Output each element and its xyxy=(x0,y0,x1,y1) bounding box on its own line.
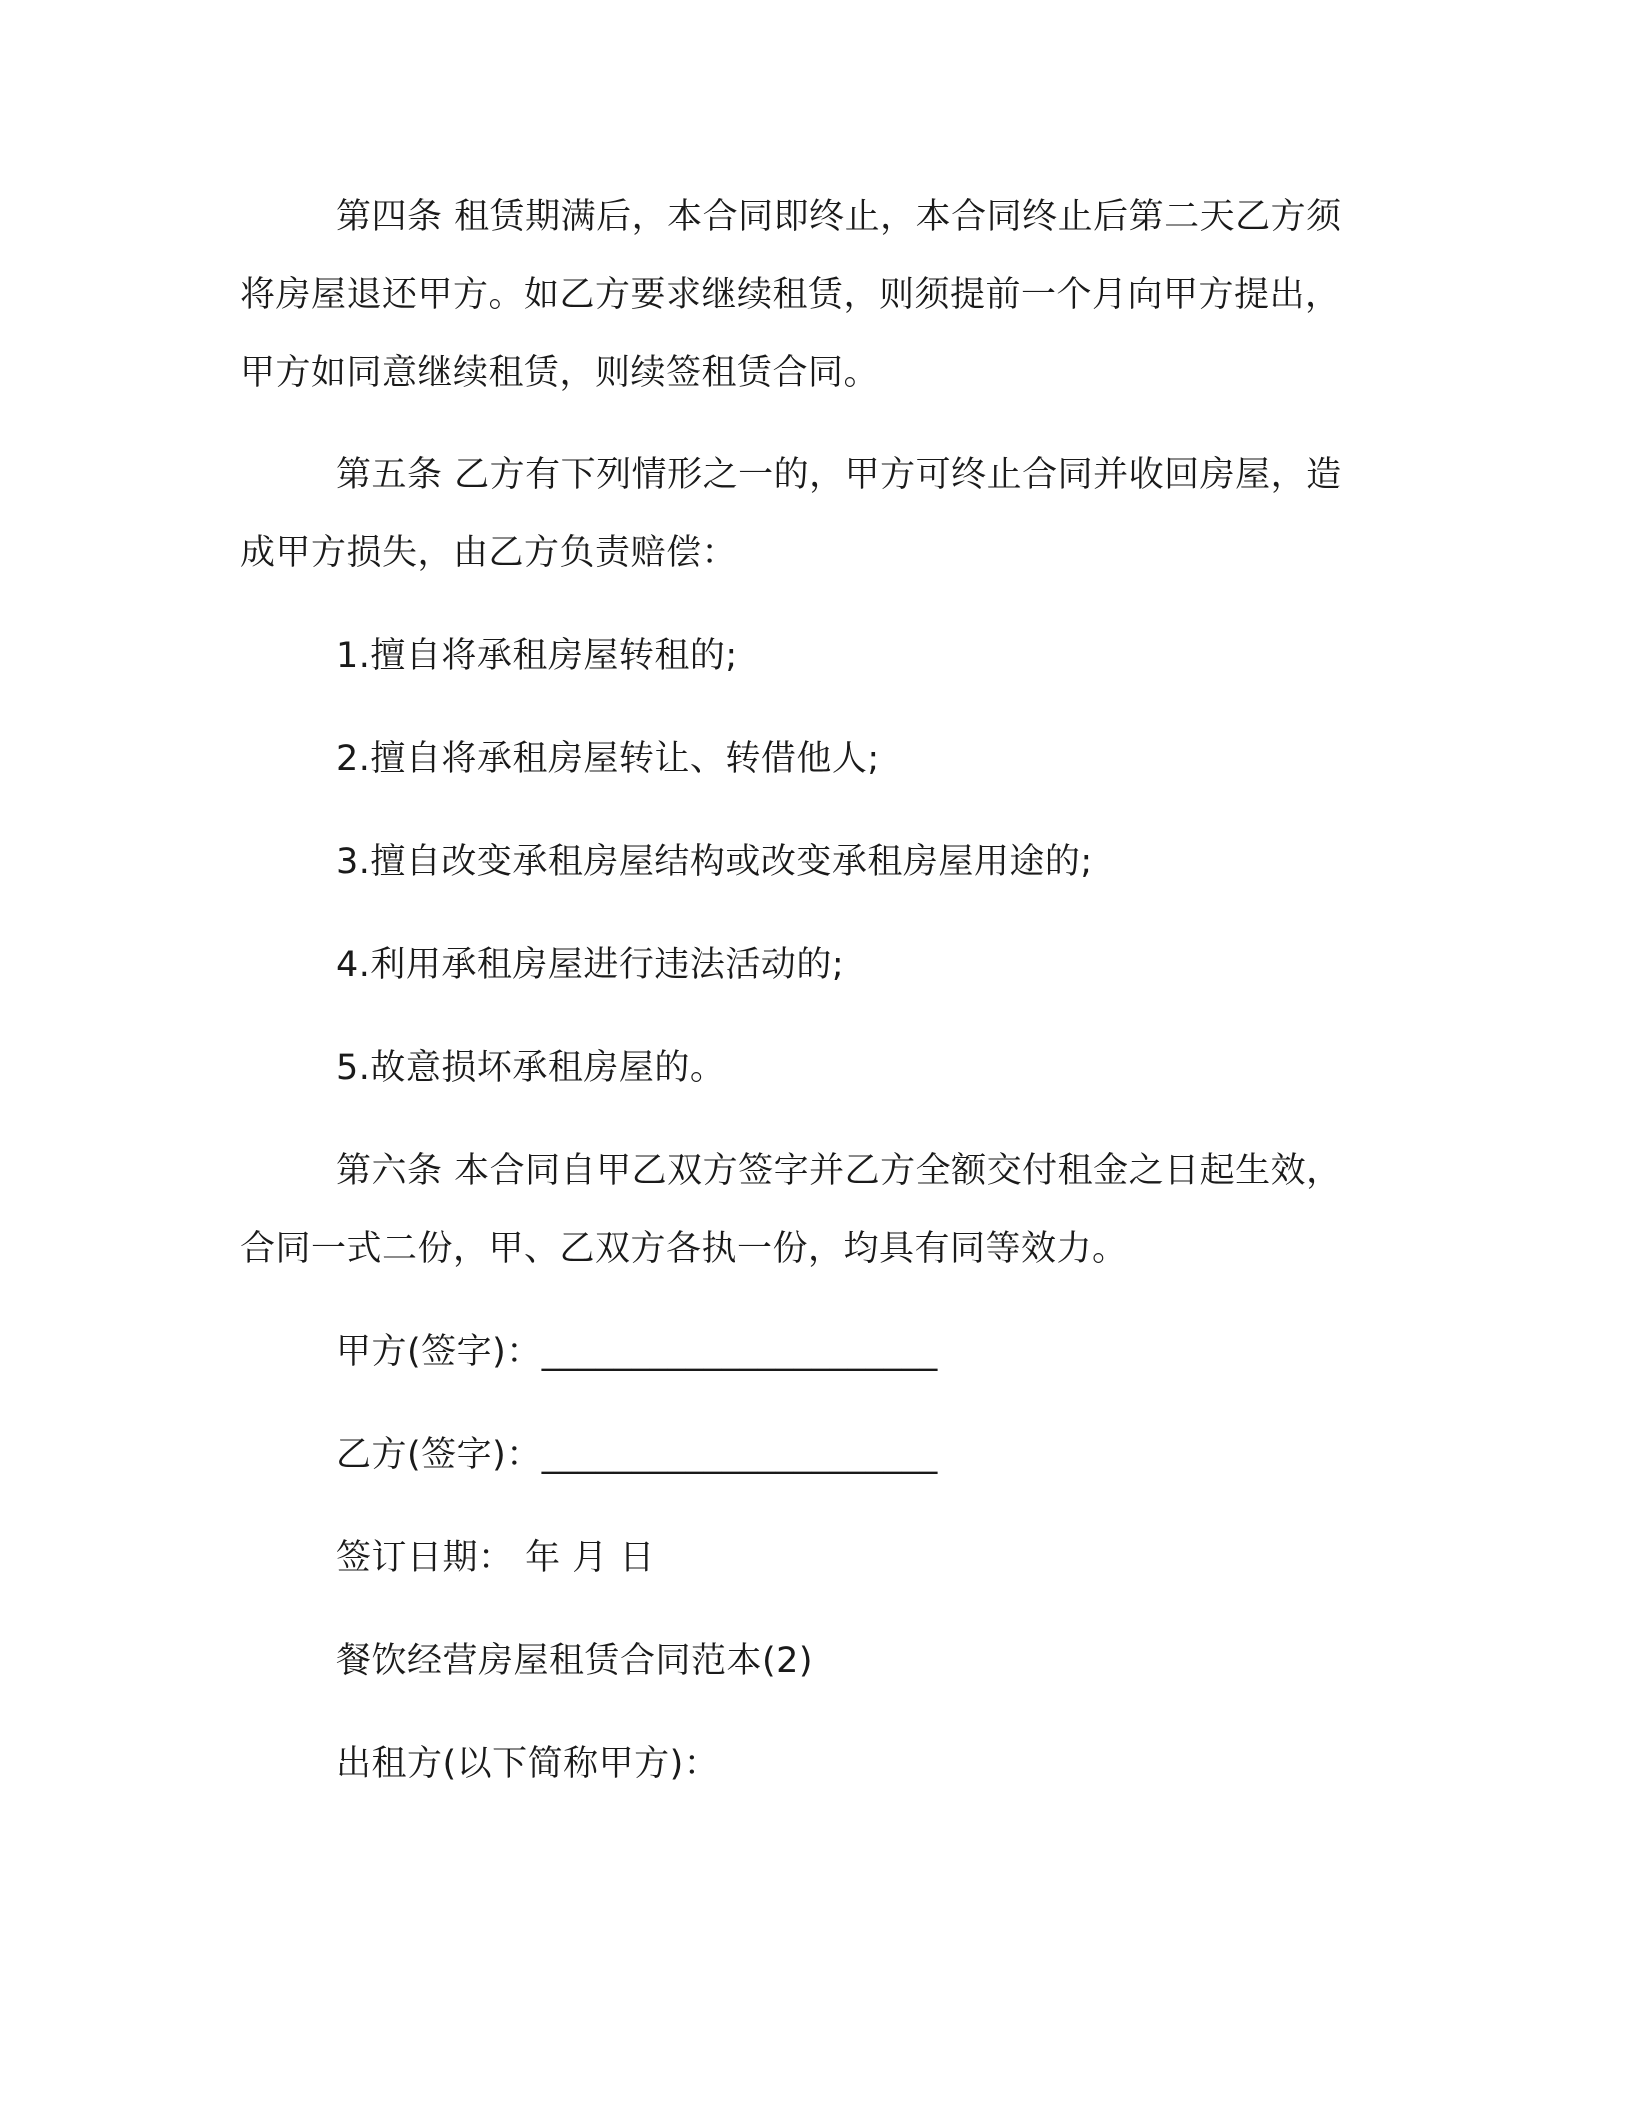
list-item xyxy=(240,720,1390,798)
next-contract-title xyxy=(240,1622,1390,1700)
signature-party-a-text: 甲方(签字)：______________________ xyxy=(336,1332,938,1372)
list-item xyxy=(240,823,1390,901)
signature-party-a xyxy=(240,1313,1390,1391)
signature-party-b xyxy=(240,1416,1390,1494)
signature-party-b-text: 乙方(签字)：______________________ xyxy=(336,1435,938,1475)
article-4-line-3: 甲方如同意继续租赁，则续签租赁合同。 xyxy=(240,353,880,393)
article-6-line-2: 合同一式二份，甲、乙双方各执一份，均具有同等效力。 xyxy=(240,1229,1128,1269)
article-5-line-1: 第五条 乙方有下列情形之一的，甲方可终止合同并收回房屋，造 xyxy=(336,455,1342,495)
article-5-paragraph xyxy=(240,436,1390,592)
list-item xyxy=(240,1029,1390,1107)
list-item-1: 1.擅自将承租房屋转租的; xyxy=(336,636,738,676)
lessor-text: 出租方(以下简称甲方)： xyxy=(336,1744,720,1784)
lessor-line xyxy=(240,1725,1390,1803)
list-item xyxy=(240,617,1390,695)
article-6-paragraph xyxy=(240,1132,1390,1288)
article-4-line-2: 将房屋退还甲方。如乙方要求继续租赁，则须提前一个月向甲方提出， xyxy=(240,275,1341,315)
list-item-2: 2.擅自将承租房屋转让、转借他人; xyxy=(336,739,880,779)
next-contract-title-text: 餐饮经营房屋租赁合同范本(2) xyxy=(336,1641,814,1681)
list-item-4: 4.利用承租房屋进行违法活动的; xyxy=(336,945,845,985)
article-4-line-1: 第四条 租赁期满后，本合同即终止，本合同终止后第二天乙方须 xyxy=(336,197,1342,237)
list-item-5: 5.故意损坏承租房屋的。 xyxy=(336,1048,726,1088)
signing-date-text: 签订日期： 年 月 日 xyxy=(336,1538,655,1578)
article-4-paragraph xyxy=(240,178,1390,412)
list-item xyxy=(240,926,1390,1004)
list-item-3: 3.擅自改变承租房屋结构或改变承租房屋用途的; xyxy=(336,842,1093,882)
signing-date xyxy=(240,1519,1390,1597)
article-6-line-1: 第六条 本合同自甲乙双方签字并乙方全额交付租金之日起生效， xyxy=(336,1151,1342,1191)
article-5-line-2: 成甲方损失，由乙方负责赔偿： xyxy=(240,533,738,573)
